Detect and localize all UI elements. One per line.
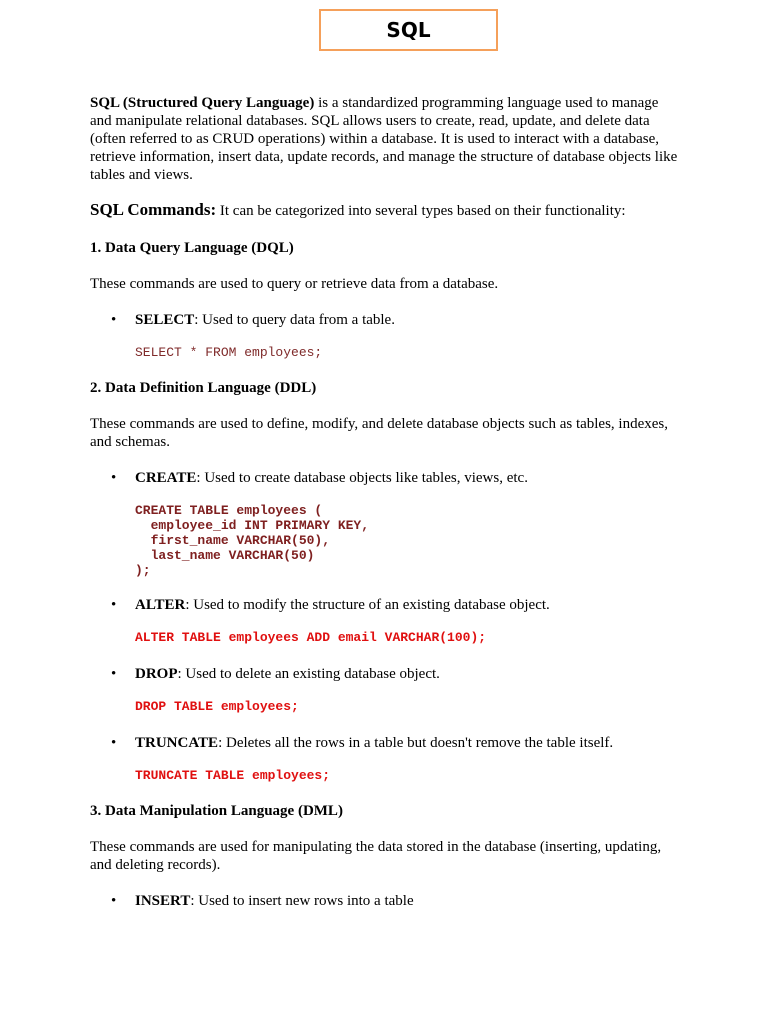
code-alter: ALTER TABLE employees ADD email VARCHAR(100); xyxy=(135,630,487,645)
bullet-create: • xyxy=(111,470,117,486)
bullet-alter: • xyxy=(111,597,117,613)
list-item-alter xyxy=(135,596,695,614)
code-truncate: TRUNCATE TABLE employees; xyxy=(135,768,331,783)
dml-description: These commands are used for manipulating the data stored in the database (inserting, updating, and deleting records). xyxy=(90,839,662,873)
code-create: CREATE TABLE employees ( employee_id INT PRIMARY KEY, first_name VARCHAR(50), last_name VARCHAR(50) ); xyxy=(135,503,370,578)
commands-paragraph xyxy=(90,201,680,220)
desc-drop: : Used to delete an existing database object. xyxy=(177,666,440,682)
intro-paragraph xyxy=(90,94,680,184)
bullet-insert: • xyxy=(111,893,117,909)
keyword-truncate: TRUNCATE xyxy=(135,735,219,751)
desc-insert: : Used to insert new rows into a table xyxy=(190,893,414,909)
commands-text: It can be categorized into several types based on their functionality: xyxy=(216,203,626,219)
dql-description: These commands are used to query or retrieve data from a database. xyxy=(90,276,499,292)
bullet-drop: • xyxy=(111,666,117,682)
list-item-select xyxy=(135,311,695,329)
keyword-drop: DROP xyxy=(135,666,178,682)
keyword-select: SELECT xyxy=(135,312,195,328)
desc-truncate: : Deletes all the rows in a table but doesn't remove the table itself. xyxy=(218,735,614,751)
title-box xyxy=(319,9,498,51)
keyword-alter: ALTER xyxy=(135,597,186,613)
desc-create: : Used to create database objects like tables, views, etc. xyxy=(196,470,528,486)
commands-heading: SQL Commands: xyxy=(90,200,217,219)
keyword-create: CREATE xyxy=(135,470,197,486)
code-drop: DROP TABLE employees; xyxy=(135,699,299,714)
dml-heading: 3. Data Manipulation Language (DML) xyxy=(90,803,343,819)
list-item-insert xyxy=(135,892,695,910)
bullet-truncate: • xyxy=(111,735,117,751)
desc-select: : Used to query data from a table. xyxy=(194,312,395,328)
bullet-select: • xyxy=(111,312,117,328)
ddl-heading: 2. Data Definition Language (DDL) xyxy=(90,380,317,396)
list-item-create xyxy=(135,469,695,487)
code-select: SELECT * FROM employees; xyxy=(135,345,323,360)
keyword-insert: INSERT xyxy=(135,893,191,909)
desc-alter: : Used to modify the structure of an existing database object. xyxy=(185,597,550,613)
intro-text: is a standardized programming language used to manage and manipulate relational databases. SQL allows users to create, read, update, and delete data (often referred to as CRUD operations) within a database. It is used to interact with a database, retrieve information, insert data, update records, and manage the structure of database objects like tables and views. xyxy=(90,95,678,183)
intro-term: SQL (Structured Query Language) xyxy=(90,95,315,111)
ddl-description: These commands are used to define, modify, and delete database objects such as tables, indexes, and schemas. xyxy=(90,416,668,450)
dql-heading: 1. Data Query Language (DQL) xyxy=(90,240,294,256)
page-title: SQL xyxy=(386,18,431,42)
list-item-truncate xyxy=(135,734,695,752)
list-item-drop xyxy=(135,665,695,683)
